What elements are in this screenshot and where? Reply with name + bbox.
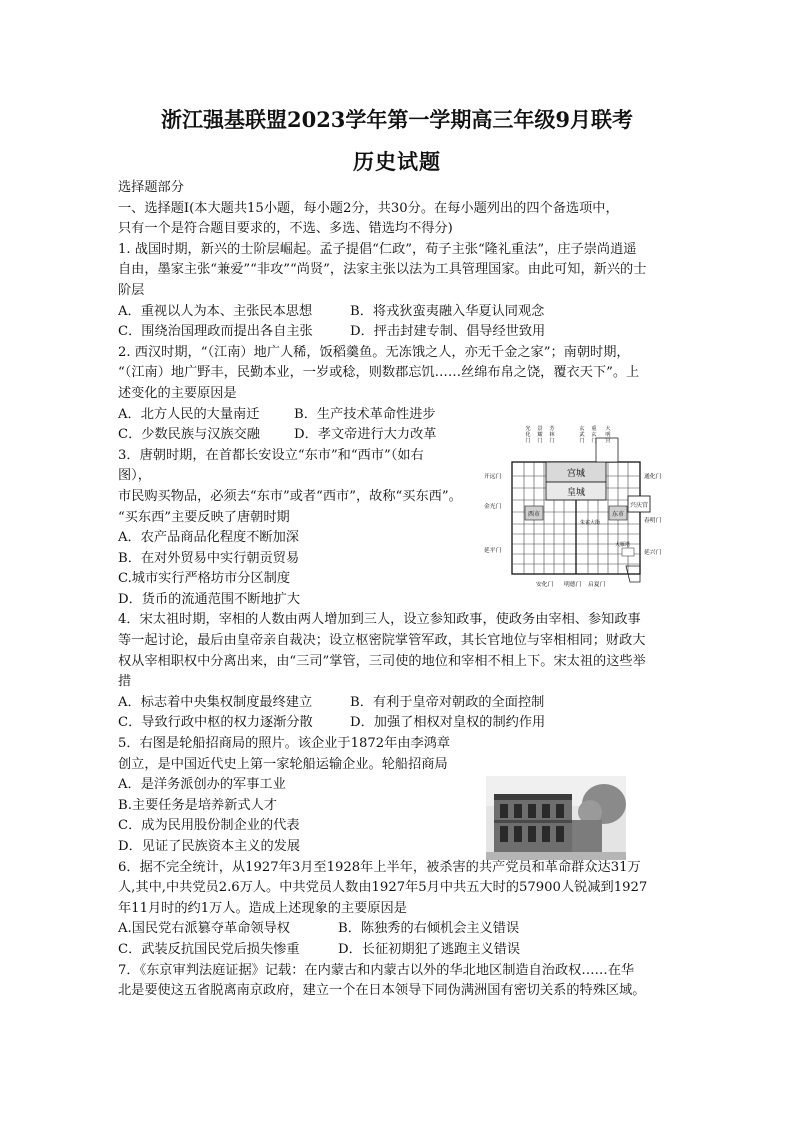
top-gate-label: 芳林门: [549, 426, 555, 444]
top-gate-label: 玄武门: [579, 426, 585, 444]
gate-anhua: 安化门: [536, 582, 554, 588]
question-stem: 阶层: [118, 282, 145, 298]
section-label: 选择题部分: [118, 180, 184, 195]
option-row: [118, 302, 678, 323]
question-stem: 7．《东京审判法庭证据》记载：在内蒙古和内蒙古以外的华北地区制造自治政权……在华: [118, 962, 635, 978]
option-a[interactable]: A.国民党右派篡夺革命领导权: [118, 921, 290, 937]
question-stem: 自由，墨家主张“兼爱”“非攻”“尚贤”，法家主张以法为工具管理国家。由此可知，新兴的士: [118, 262, 647, 278]
palace-city-label: 宫城: [566, 469, 586, 479]
option-a[interactable]: A．北方人民的大量南迁: [118, 406, 260, 422]
option-a[interactable]: A．标志着中央集权制度最终建立: [118, 694, 313, 710]
option-row: [118, 713, 678, 734]
west-market-label: 西市: [527, 511, 541, 518]
question-stem: “（江南）地广野丰，民勤本业，一岁或稔，则数郡忘饥……丝绵布帛之饶，覆衣天下”。上: [118, 365, 640, 381]
gate-qixia: 启夏门: [588, 582, 606, 588]
top-gate-label: 大明宫: [605, 426, 611, 444]
gate-tonghua: 通化门: [644, 474, 662, 480]
question-stem: 6．据不完全统计，从1927年3月至1928年上半年，被杀害的共产党员和革命群众达31万: [118, 859, 641, 875]
question-stem: “买东西”主要反映了唐朝时期: [118, 509, 290, 525]
section-instructions: 只有一个是符合题目要求的，不选、多选、错选均不得分): [118, 221, 453, 237]
exam-title: 浙江强基联盟2023学年第一学期高三年级9月联考: [160, 107, 634, 132]
question-stem: 年11月时的约1万人。造成上述现象的主要原因是: [118, 900, 407, 916]
option-b[interactable]: B．将戎狄蛮夷融入华夏认同观念: [350, 303, 545, 319]
option-c[interactable]: C．武装反抗国民党后损失惨重: [118, 941, 300, 957]
section-instructions: 一、选择题Ⅰ(本大题共15小题，每小题2分，共30分。在每小题列出的四个备选项中，: [118, 200, 619, 216]
question-stem: 等一起讨论，最后由皇帝亲自裁决；设立枢密院掌管军政，其长官地位与宰相相同；财政大: [118, 633, 646, 649]
option-a[interactable]: A．是洋务派创办的军事工业: [118, 777, 286, 793]
question-stem: 5．右图是轮船招商局的照片。该企业于1872年由李鸿章: [118, 736, 451, 752]
gate-mingde: 明德门: [564, 582, 582, 588]
option-a[interactable]: A．农产品商品化程度不断加深: [118, 530, 299, 546]
option-d[interactable]: D．抨击封建专制、倡导经世致用: [350, 324, 546, 340]
option-c[interactable]: C．围绕治国理政而提出各自主张: [118, 324, 313, 340]
question-stem: 北是要使这五省脱离南京政府，建立一个在日本领导下同伪满洲国有密切关系的特殊区域。: [118, 983, 646, 999]
option-c[interactable]: C.城市实行严格坊市分区制度: [118, 571, 291, 587]
question-stem: 创立，是中国近代史上第一家轮船运输企业。轮船招商局: [118, 756, 448, 772]
top-gate-label: 景耀门: [537, 426, 543, 444]
question-stem: 措: [118, 674, 132, 690]
zhuque-street-label: 朱雀大街: [580, 520, 601, 526]
option-row: [118, 940, 678, 961]
option-a[interactable]: A．重视以人为本、主张民本思想: [118, 303, 313, 319]
option-b[interactable]: B.主要任务是培养新式人才: [118, 797, 277, 813]
option-c[interactable]: C．导致行政中枢的权力逐渐分散: [118, 715, 313, 731]
question-stem: 图），: [118, 468, 151, 484]
option-b[interactable]: B．陈独秀的右倾机会主义错误: [338, 921, 520, 937]
option-d[interactable]: D．长征初期犯了逃跑主义错误: [338, 941, 521, 957]
question-stem: 1. 战国时期，新兴的士阶层崛起。孟子提倡“仁政”，荀子主张“隆礼重法”，庄子崇尚逍遥: [118, 241, 637, 257]
option-b[interactable]: B．生产技术革命性进步: [294, 406, 436, 422]
changan-map: [484, 424, 666, 592]
option-row: [118, 919, 678, 940]
merchants-building-photo: [486, 776, 626, 860]
question-stem: 人,其中,中共党员2.6万人。中共党员人数由1927年5月中共五大时的57900人锐减到1927: [118, 880, 648, 896]
question-stem: 市民购买物品，必须去“东市”或者“西市”，故称“买东西”。: [118, 488, 462, 504]
top-gate-label: 光化门: [525, 426, 531, 444]
gate-yanxing: 延兴门: [644, 550, 662, 556]
option-d[interactable]: D．孝文帝进行大力改革: [294, 427, 437, 443]
option-b[interactable]: B．在对外贸易中实行朝贡贸易: [118, 550, 300, 566]
option-d[interactable]: D．加强了相权对皇权的制约作用: [350, 715, 546, 731]
option-c[interactable]: C．少数民族与汉族交融: [118, 427, 260, 443]
option-d[interactable]: D．见证了民族资本主义的发展: [118, 839, 301, 854]
option-row: [118, 693, 678, 714]
xingqing-palace-label: 兴庆宫: [629, 502, 649, 509]
gate-chunming: 春明门: [644, 518, 662, 524]
question-stem: 述变化的主要原因是: [118, 385, 237, 401]
question-stem: 2. 西汉时期，“（江南）地广人稀，饭稻羹鱼。无冻饿之人，亦无千金之家”；南朝时期，: [118, 344, 630, 360]
dayan-pagoda: [622, 548, 634, 556]
option-b[interactable]: B．有利于皇帝对朝政的全面控制: [350, 694, 545, 710]
option-row: [118, 322, 678, 343]
question-stem: 权从宰相职权中分离出来，由“三司”掌管，三司使的地位和宰相不相上下。宋太祖的这些举: [118, 653, 646, 669]
question-stem: 4．宋太祖时期，宰相的人数由两人增加到三人，设立参知政事，使政务由宰相、参知政事: [118, 612, 641, 628]
option-d[interactable]: D．货币的流通范围不断地扩大: [118, 591, 301, 607]
gate-jinguang: 金光门: [484, 504, 502, 510]
option-row: [118, 405, 678, 426]
dayan-pagoda-label: 大雁塔: [615, 542, 631, 548]
gate-yanping: 延平门: [484, 548, 502, 554]
top-gate-label: 重玄门: [591, 426, 597, 444]
exam-subtitle: 历史试题: [353, 149, 441, 174]
option-c[interactable]: C．成为民用股份制企业的代表: [118, 818, 300, 834]
imperial-city-label: 皇城: [566, 488, 586, 498]
east-market-label: 东市: [611, 511, 625, 518]
gate-kaiyuan: 开远门: [484, 474, 502, 480]
question-stem: 3．唐朝时期，在首都长安设立“东市”和“西市”（如右: [118, 447, 424, 463]
